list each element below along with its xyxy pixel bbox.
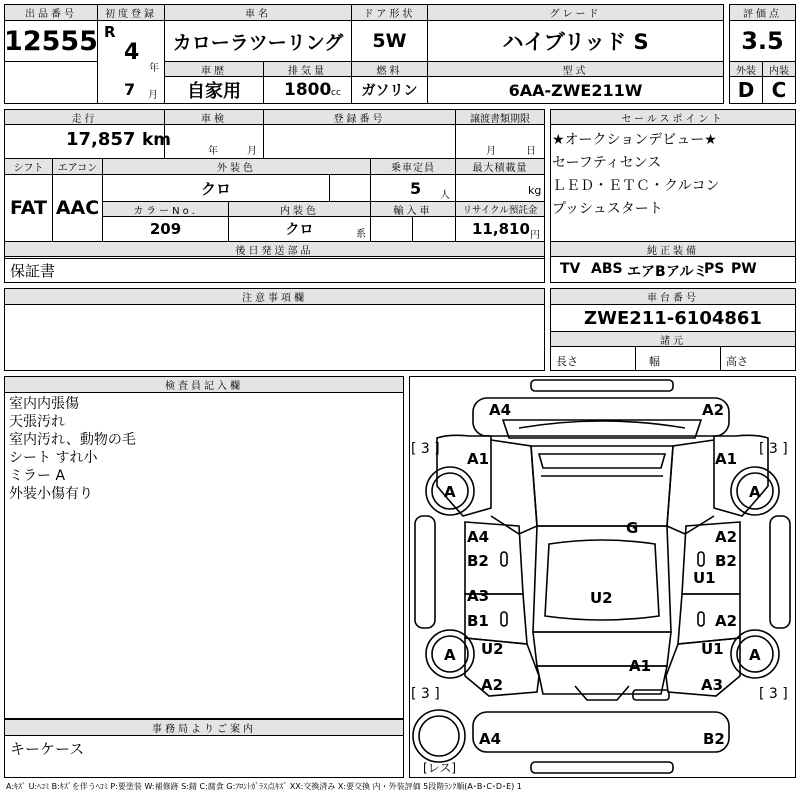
tread-rear-right: [ 3 ] bbox=[759, 686, 788, 702]
fuel-value: ガソリン bbox=[361, 83, 418, 99]
sales-point-3: ＬＥＤ・ＥＴＣ・クルコン bbox=[552, 178, 720, 194]
grade-header: グレード bbox=[427, 4, 724, 21]
tread-rear-left: [ 3 ] bbox=[411, 686, 440, 702]
transfer-day-unit: 日 bbox=[526, 146, 536, 157]
transfer-deadline-header: 譲渡書類期限 bbox=[455, 109, 545, 125]
capacity-unit: 人 bbox=[440, 190, 450, 201]
ext-color-value: クロ bbox=[200, 179, 231, 198]
recycle-value: 11,810 bbox=[472, 220, 530, 238]
int-color-value: クロ bbox=[285, 222, 314, 238]
rear-bumper-shape bbox=[473, 712, 729, 752]
max-load-unit: kg bbox=[528, 184, 542, 197]
max-load-header: 最大積載量 bbox=[455, 158, 545, 175]
capacity-value: 5 bbox=[410, 179, 422, 198]
mileage-value: 17,857 bbox=[66, 129, 136, 150]
inspector-note: 天張汚れ bbox=[9, 414, 65, 430]
rear-edge-shape bbox=[531, 762, 673, 773]
interior-grade: C bbox=[771, 78, 787, 102]
option-tv: TV bbox=[560, 261, 581, 277]
left-rear-handle bbox=[501, 612, 507, 626]
reg-no-cell bbox=[263, 124, 456, 159]
office-notes: キーケース bbox=[10, 740, 85, 758]
roof-inner bbox=[545, 540, 659, 620]
dim-height-label: 高さ bbox=[726, 355, 748, 368]
windshield-inner bbox=[539, 454, 665, 468]
option-alloy: アルミ bbox=[666, 264, 708, 280]
mark-left-front-door-b: B2 bbox=[467, 552, 489, 570]
mark-right-front-door-a: A2 bbox=[715, 528, 738, 546]
ext-color-header: 外装色 bbox=[102, 158, 371, 175]
car-name-value: カローラツーリング bbox=[172, 31, 344, 54]
interior-header: 内装 bbox=[762, 61, 796, 77]
capacity-header: 乗車定員 bbox=[370, 158, 456, 175]
mark-right-rear-wheel: A bbox=[749, 646, 761, 664]
mileage-header: 走行 bbox=[4, 109, 165, 125]
option-pw: PW bbox=[731, 261, 757, 277]
hood-line bbox=[519, 421, 685, 428]
aircon-value: AAC bbox=[55, 197, 100, 219]
rear-plate-shape bbox=[633, 690, 669, 700]
fuel-header: 燃料 bbox=[351, 61, 428, 77]
history-header: 車歴 bbox=[164, 61, 264, 77]
mark-right-front-wheel: A bbox=[749, 483, 761, 501]
left-fender-shape bbox=[437, 435, 491, 516]
later-parts-value: 保証書 bbox=[10, 262, 56, 280]
dim-length-label: 長さ bbox=[556, 355, 578, 368]
lot-no-header: 出品番号 bbox=[4, 4, 98, 21]
mark-left-rear-door-b: B1 bbox=[467, 612, 489, 630]
later-parts-header: 後日発送部品 bbox=[4, 241, 545, 257]
recycle-header: リサイクル預託金 bbox=[455, 201, 545, 217]
sales-point-4: プッシュスタート bbox=[552, 201, 663, 217]
mark-left-rear-door-a: A3 bbox=[467, 587, 490, 605]
chassis-no-header: 車台番号 bbox=[550, 288, 796, 305]
mark-left-fender: A1 bbox=[467, 450, 490, 468]
aircon-header: エアコン bbox=[52, 158, 103, 175]
score-value: 3.5 bbox=[741, 27, 784, 55]
left-a-pillar-shape bbox=[491, 440, 537, 534]
option-airbag: エアB bbox=[627, 264, 666, 280]
mark-windshield: G bbox=[626, 519, 639, 537]
mark-right-quarter-a: A3 bbox=[701, 676, 724, 694]
mark-front-bumper-left: A4 bbox=[489, 401, 512, 419]
right-front-handle bbox=[698, 552, 704, 566]
exterior-header: 外装 bbox=[729, 61, 763, 77]
notes-cell bbox=[4, 304, 545, 371]
transfer-month-unit: 月 bbox=[486, 146, 496, 157]
first-reg-month: 7 bbox=[124, 80, 136, 99]
int-color-suffix: 系 bbox=[356, 229, 366, 240]
import-header: 輸入車 bbox=[370, 201, 456, 217]
shift-header: シフト bbox=[4, 158, 53, 175]
inspector-note: 室内汚れ、動物の毛 bbox=[9, 432, 136, 448]
lot-no-blank bbox=[4, 61, 98, 104]
mark-front-bumper-right: A2 bbox=[702, 401, 725, 419]
dim-width-label: 幅 bbox=[649, 355, 660, 368]
right-rear-handle bbox=[698, 612, 704, 626]
roof-shape bbox=[533, 526, 671, 632]
first-reg-year: 4 bbox=[124, 40, 140, 65]
inspector-note: 外装小傷有り bbox=[9, 486, 93, 502]
dim-width-cell bbox=[635, 346, 721, 371]
inspection-year-unit: 年 bbox=[208, 146, 218, 157]
option-abs: ABS bbox=[591, 261, 623, 277]
displacement-unit: cc bbox=[331, 88, 341, 98]
mark-rear-bumper-left: A4 bbox=[479, 730, 502, 748]
first-reg-month-unit: 月 bbox=[148, 90, 158, 101]
score-header: 評価点 bbox=[729, 4, 796, 21]
right-skirt-shape bbox=[770, 516, 790, 628]
mark-right-quarter-u: U1 bbox=[701, 640, 724, 658]
grade-value: ハイブリッド S bbox=[502, 30, 649, 54]
door-header: ドア形状 bbox=[351, 4, 428, 21]
first-reg-year-unit: 年 bbox=[149, 63, 159, 74]
inspector-note: 室内内張傷 bbox=[9, 396, 79, 412]
windshield-shape bbox=[531, 446, 673, 526]
mark-right-front-door-b: B2 bbox=[715, 552, 737, 570]
mark-left-rear-wheel: A bbox=[444, 646, 456, 664]
displacement-value: 1800 bbox=[284, 80, 332, 100]
recycle-unit: 円 bbox=[530, 230, 540, 241]
sales-points-header: セールスポイント bbox=[550, 109, 796, 125]
later-parts-cell bbox=[4, 256, 545, 283]
dimensions-header: 諸元 bbox=[550, 331, 796, 347]
int-color-header: 内装色 bbox=[228, 201, 371, 217]
sales-point-2: セーフティセンス bbox=[552, 155, 662, 171]
car-name-header: 車名 bbox=[164, 4, 352, 21]
inspector-note: ミラー A bbox=[9, 468, 66, 484]
inspector-notes bbox=[9, 395, 136, 503]
inspection-month-unit: 月 bbox=[247, 146, 257, 157]
mark-left-quarter-a: A2 bbox=[481, 676, 504, 694]
mark-roof: U2 bbox=[590, 589, 613, 607]
spare-tire-rim bbox=[419, 716, 459, 756]
import-cell-left bbox=[370, 216, 413, 242]
spare-tire-label: [レス] bbox=[423, 761, 457, 775]
first-reg-header: 初度登録 bbox=[97, 4, 165, 21]
tread-front-right: [ 3 ] bbox=[759, 441, 788, 457]
mark-right-rear-door: A2 bbox=[715, 612, 738, 630]
exterior-grade: D bbox=[737, 78, 755, 102]
lot-no-value: 12555 bbox=[4, 25, 98, 57]
mark-rear-bumper-right: B2 bbox=[703, 730, 725, 748]
door-value: 5W bbox=[372, 30, 407, 52]
displacement-header: 排気量 bbox=[263, 61, 352, 77]
notes-header: 注意事項欄 bbox=[4, 288, 545, 305]
inspection-header: 車検 bbox=[164, 109, 264, 125]
ext-color-extra-cell bbox=[329, 174, 371, 202]
mark-left-front-door-a: A4 bbox=[467, 528, 490, 546]
first-reg-era: R bbox=[104, 23, 116, 41]
left-front-handle bbox=[501, 552, 507, 566]
inspector-note: シート すれ小 bbox=[9, 450, 98, 466]
options-header: 純正装備 bbox=[550, 241, 796, 257]
color-no-header: カラーNo. bbox=[102, 201, 229, 217]
mark-right-fender: A1 bbox=[715, 450, 738, 468]
model-code-header: 型式 bbox=[427, 61, 724, 77]
chassis-no-value: ZWE211-6104861 bbox=[584, 307, 762, 329]
mark-trunk: A1 bbox=[629, 657, 652, 675]
tread-front-left: [ 3 ] bbox=[411, 441, 440, 457]
front-bumper-shape bbox=[473, 398, 729, 436]
left-skirt-shape bbox=[415, 516, 435, 628]
spare-tire bbox=[413, 710, 465, 762]
inspector-header: 検査員記入欄 bbox=[4, 376, 404, 393]
model-code-value: 6AA-ZWE211W bbox=[508, 80, 643, 100]
rear-light-line bbox=[575, 686, 629, 700]
mark-right-front-door-u: U1 bbox=[693, 569, 716, 587]
legend-text: A:ｷｽﾞ U:ﾍｺﾐ B:ｷｽﾞを伴うﾍｺﾐ P:要塗装 W:補修跡 S:錆 C:腐食 G:ﾌﾛﾝﾄｶﾞﾗｽ点ｷｽﾞ XX:交換済み X:要交換 内・外装評価 5段階ﾗﾝｸ順(A･B･C･D･E) 1 bbox=[6, 782, 522, 791]
history-value: 自家用 bbox=[187, 81, 241, 102]
mileage-unit: km bbox=[142, 130, 172, 150]
mark-left-quarter-u: U2 bbox=[481, 640, 504, 658]
front-edge-shape bbox=[531, 380, 673, 391]
sales-point-1: ★オークションデビュー★ bbox=[552, 132, 717, 148]
import-cell-right bbox=[412, 216, 456, 242]
shift-value: FAT bbox=[10, 197, 47, 219]
car-diagram bbox=[409, 376, 796, 778]
mark-left-front-wheel: A bbox=[444, 483, 456, 501]
option-ps: PS bbox=[704, 261, 725, 277]
color-no-value: 209 bbox=[149, 220, 182, 238]
reg-no-header: 登録番号 bbox=[263, 109, 456, 125]
office-header: 事務局よりご案内 bbox=[4, 719, 404, 736]
right-a-pillar-shape bbox=[667, 440, 714, 534]
